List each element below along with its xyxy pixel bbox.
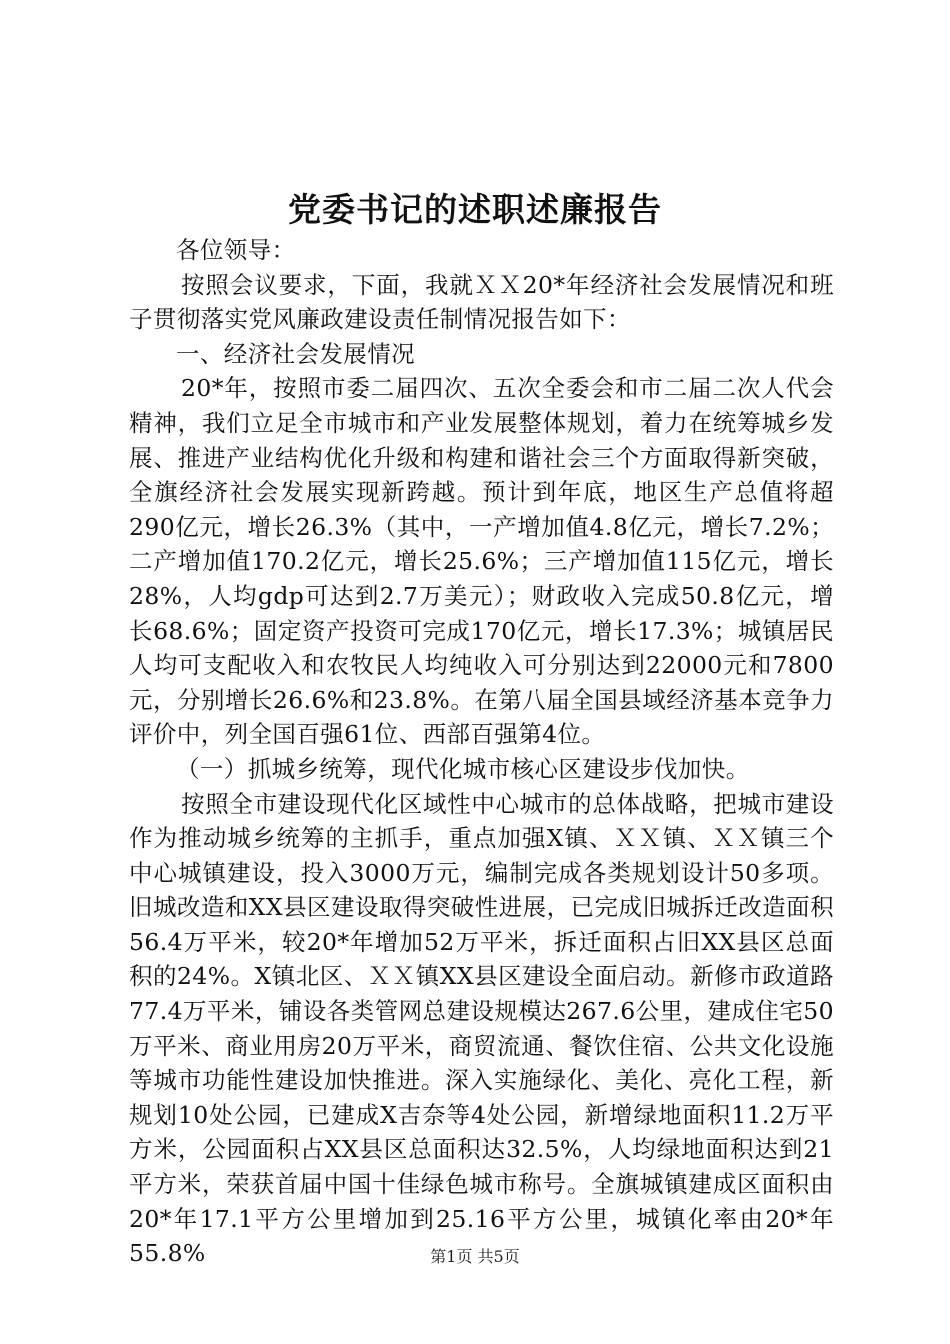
document-body [129, 233, 834, 1271]
section-heading: 一、经济社会发展情况 [176, 339, 415, 368]
subsection-heading: （一）抓城乡统筹，现代化城市核心区建设步伐加快。 [176, 754, 750, 783]
intro-paragraph: 按照会议要求，下面，我就ＸＸ20*年经济社会发展情况和班子贯彻落实党风廉政建设责任制情况报告如下： [129, 270, 834, 334]
page-footer: 第1页 共5页 [430, 1247, 520, 1266]
document-title: 党委书记的述职述廉报告 [288, 190, 662, 229]
economy-paragraph: 20*年，按照市委二届四次、五次全委会和市二届二次人代会精神，我们立足全市城市和产业发展整体规划，着力在统筹城乡发展、推进产业结构优化升级和构建和谐社会三个方面取得新突破，全旗经济社会发展实现新跨越。预计到年底，地区生产总值将超290亿元，增长26.3%（其中，一产增加值4.8亿元，增长7.2%；二产增加值170.2亿元，增长25.6%；三产增加值115亿元，增长28%，人均gdp可达到2.7万美元）；财政收入完成50.8亿元，增长68.6%；固定资产投资可完成170亿元，增长17.3%；城镇居民人均可支配收入和农牧民人均纯收入可分别达到22000元和7800元，分别增长26.6%和23.8%。在第八届全国县域经济基本竞争力评价中，列全国百强61位、西部百强第4位。 [129, 374, 834, 749]
urban-development-paragraph: 按照全市建设现代化区域性中心城市的总体战略，把城市建设作为推动城乡统筹的主抓手，重点加强X镇、ＸＸ镇、ＸＸ镇三个中心城镇建设，投入3000万元，编制完成各类规划设计50多项。旧城改造和XX县区建设取得突破性进展，已完成旧城拆迁改造面积56.4万平米，较20*年增加52万平米，拆迁面积占旧XX县区总面积的24%。X镇北区、ＸＸ镇XX县区建设全面启动。新修市政道路77.4万平米，铺设各类管网总建设规模达267.6公里，建成住宅50万平米、商业用房20万平米，商贸流通、餐饮住宿、公共文化设施等城市功能性建设加快推进。深入实施绿化、美化、亮化工程，新规划10处公园，已建成X吉奈等4处公园，新增绿地面积11.2万平方米，公园面积占XX县区总面积达32.5%，人均绿地面积达到21平方米，荣获首届中国十佳绿色城市称号。全旗城镇建成区面积由20*年17.1平方公里增加到25.16平方公里，城镇化率由20*年55.8% [129, 789, 834, 1268]
salutation-paragraph: 各位领导： [176, 236, 296, 264]
